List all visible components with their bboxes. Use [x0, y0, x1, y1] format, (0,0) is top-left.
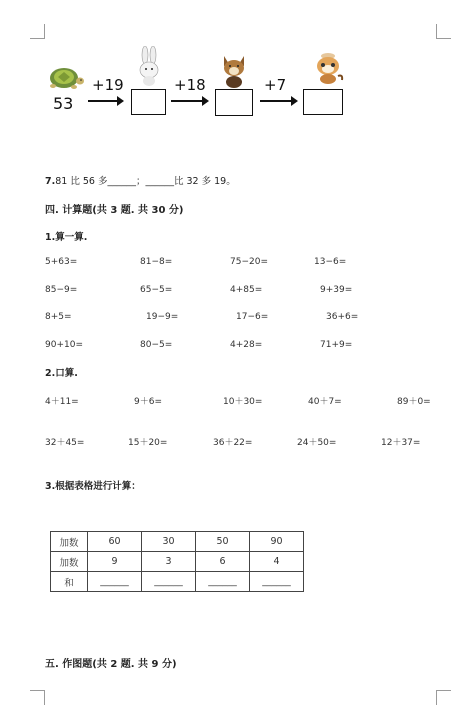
table-header-cell: 加数: [51, 552, 88, 572]
table-row: [51, 552, 304, 572]
equation: 4+28=: [230, 340, 263, 350]
equation: 36+6=: [326, 312, 359, 322]
equation: 9+39=: [320, 285, 353, 295]
equation: 10＋30=: [223, 397, 263, 407]
table-row: [51, 572, 304, 592]
table-header-cell: 加数: [51, 532, 88, 552]
turtle-icon: [44, 64, 84, 90]
equation: 15＋20=: [128, 438, 168, 448]
table-header-cell: 和: [51, 572, 88, 592]
q2-label: 2.口算.: [45, 368, 78, 379]
equation: 9＋6=: [134, 397, 162, 407]
equation: 17−6=: [236, 312, 269, 322]
equation: 8+5=: [45, 312, 72, 322]
equation: 71+9=: [320, 340, 353, 350]
step-label-3: +7: [264, 76, 287, 94]
step-label-2: +18: [174, 76, 206, 94]
equation: 32＋45=: [45, 438, 85, 448]
q3-label: 3.根据表格进行计算：: [45, 481, 141, 492]
table-cell: 3: [142, 552, 196, 572]
equation: 90+10=: [45, 340, 83, 350]
equation: 80−5=: [140, 340, 173, 350]
question-7-text: 81 比 56 多______；______比 32 多 19。: [55, 176, 236, 187]
table-row: [51, 532, 304, 552]
table-cell: 60: [88, 532, 142, 552]
equation: 65−5=: [140, 285, 173, 295]
corner-mark-bottom-left: [30, 690, 45, 705]
answer-box-3[interactable]: [303, 89, 343, 115]
arrow-3: [260, 100, 296, 102]
sum-answer-blank[interactable]: ______: [142, 572, 196, 592]
table-cell: 30: [142, 532, 196, 552]
table-cell: 4: [250, 552, 304, 572]
equation: 75−20=: [230, 257, 268, 267]
sum-answer-blank[interactable]: ______: [88, 572, 142, 592]
corner-mark-top-left: [30, 24, 45, 39]
section-4-title: 四. 计算题(共 3 题. 共 30 分): [45, 205, 184, 216]
equation: 85−9=: [45, 285, 78, 295]
equation: 19−9=: [146, 312, 179, 322]
equation: 36＋22=: [213, 438, 253, 448]
addend-table: [50, 531, 304, 592]
answer-box-2[interactable]: [215, 89, 253, 116]
question-7: [45, 173, 236, 187]
equation: 4＋11=: [45, 397, 79, 407]
equation: 13−6=: [314, 257, 347, 267]
equation: 24＋50=: [297, 438, 337, 448]
table-cell: 50: [196, 532, 250, 552]
table-cell: 9: [88, 552, 142, 572]
rabbit-icon: [136, 46, 162, 86]
equation: 12＋37=: [381, 438, 421, 448]
start-number: 53: [53, 94, 74, 113]
q1-label: 1.算一算.: [45, 232, 88, 243]
table-cell: 90: [250, 532, 304, 552]
equation: 4+85=: [230, 285, 263, 295]
corner-mark-bottom-right: [436, 690, 451, 705]
sum-answer-blank[interactable]: ______: [250, 572, 304, 592]
section-5-title: 五. 作图题(共 2 题. 共 9 分): [45, 659, 177, 670]
arrow-1: [88, 100, 122, 102]
corner-mark-top-right: [436, 24, 451, 39]
equation: 89＋0=: [397, 397, 431, 407]
table-cell: 6: [196, 552, 250, 572]
raccoon-icon: [312, 52, 344, 84]
equation: 40＋7=: [308, 397, 342, 407]
question-7-number: 7.: [45, 176, 56, 187]
sum-answer-blank[interactable]: ______: [196, 572, 250, 592]
equation: 5+63=: [45, 257, 78, 267]
equation: 81−8=: [140, 257, 173, 267]
answer-box-1[interactable]: [131, 89, 166, 115]
fox-icon: [220, 52, 248, 88]
step-label-1: +19: [92, 76, 124, 94]
arrow-2: [171, 100, 207, 102]
